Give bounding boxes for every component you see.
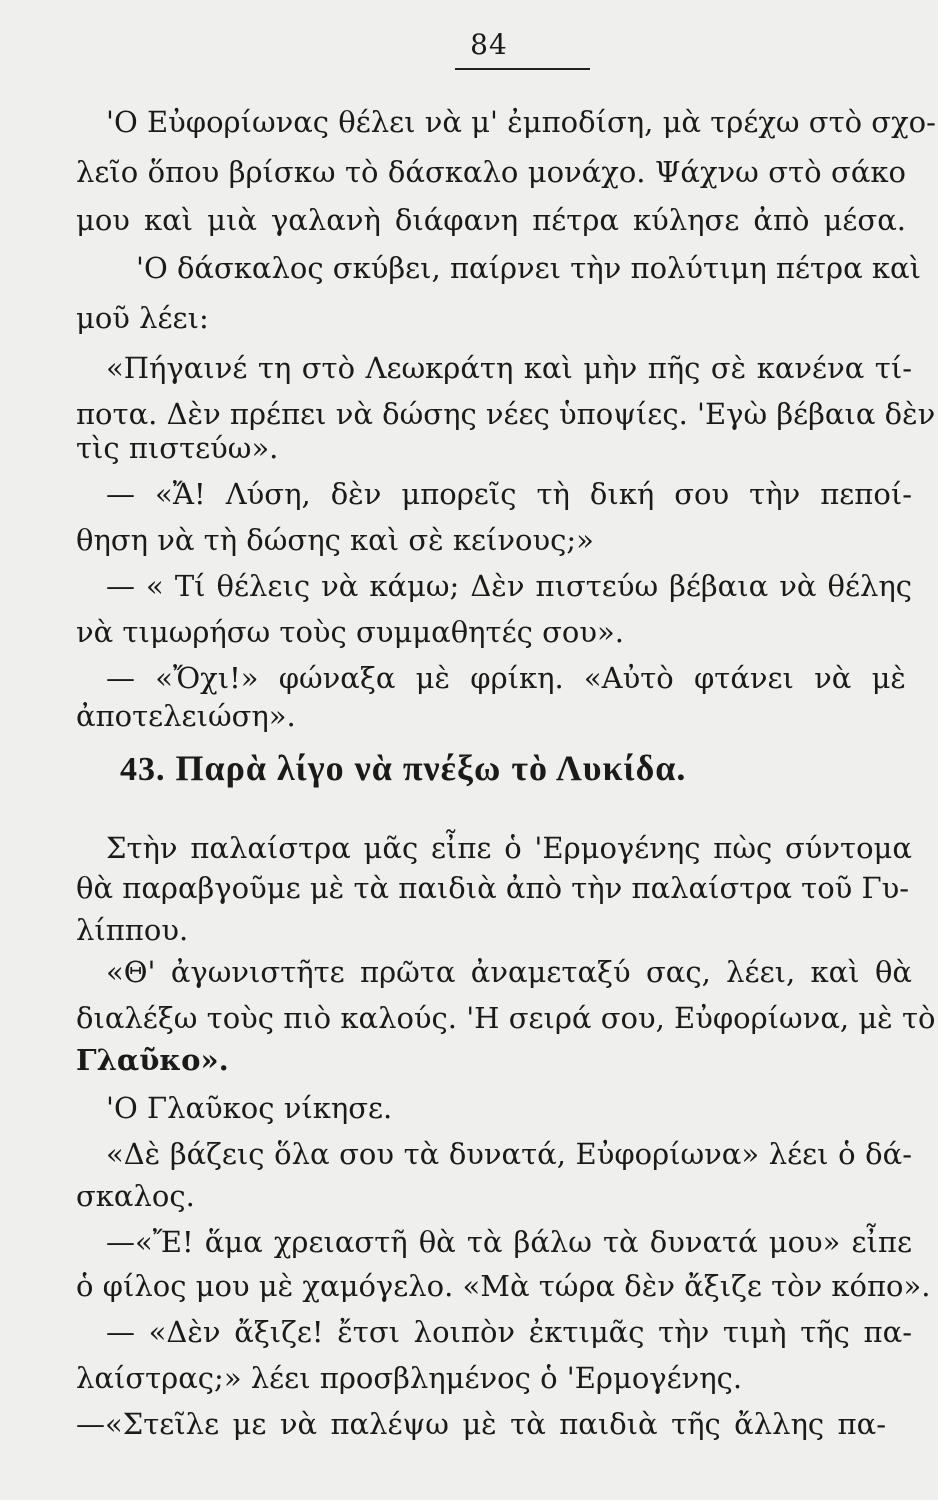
header-rule — [455, 68, 590, 70]
text-line: — « Τί θέλεις νὰ κάμω; Δὲν πιστεύω βέβαια νὰ θέλης — [106, 569, 912, 603]
text-line: ποτα. Δὲν πρέπει νὰ δώσης νέες ὑποψίες. 'Εγὼ βέβαια δὲν — [76, 397, 936, 431]
section-title: Παρὰ λίγο νὰ πνέξω τὸ Λυκίδα. — [175, 748, 687, 788]
text-line: «Θ' ἀγωνιστῆτε πρῶτα ἀναμεταξύ σας, λέει, καὶ θὰ — [106, 955, 912, 989]
text-line: — «Ἄ! Λύση, δὲν μπορεῖς τὴ δική σου τὴν πεποί- — [106, 477, 912, 511]
text-line: μοῦ λέει: — [76, 301, 209, 335]
text-line: σκαλος. — [76, 1179, 195, 1213]
page-number: 84 — [470, 28, 508, 61]
text-line: 'Ο Εὐφορίωνας θέλει νὰ μ' ἐμποδίση, μὰ τρέχω στὸ σχο- — [106, 105, 936, 139]
text-line: λίππου. — [76, 913, 189, 947]
text-line: ὁ φίλος μου μὲ χαμόγελο. «Μὰ τώρα δὲν ἄξιζε τὸν κόπο». — [76, 1269, 931, 1303]
text-line: θὰ παραβγοῦμε μὲ τὰ παιδιὰ ἀπὸ τὴν παλαίστρα τοῦ Γυ- — [76, 871, 910, 905]
text-line: λεῖο ὅπου βρίσκω τὸ δάσκαλο μονάχο. Ψάχνω στὸ σάκο — [76, 155, 906, 189]
text-line: «Δὲ βάζεις ὅλα σου τὰ δυνατά, Εὐφορίωνα» λέει ὁ δά- — [106, 1137, 912, 1171]
text-line: Στὴν παλαίστρα μᾶς εἶπε ὁ 'Ερμογένης πὼς σύντομα — [106, 831, 912, 865]
text-line: λαίστρας;» λέει προσβλημένος ὁ 'Ερμογένης. — [76, 1361, 743, 1395]
text-line: μου καὶ μιὰ γαλανὴ διάφανη πέτρα κύλησε ἀπὸ μέσα. — [76, 203, 906, 237]
section-number: 43. — [120, 751, 166, 788]
text-line: νὰ τιμωρήσω τοὺς συμμαθητές σου». — [76, 615, 624, 649]
text-line: 'Ο Γλαῦκος νίκησε. — [106, 1091, 393, 1125]
text-line: —«Ἔ! ἅμα χρειαστῆ θὰ τὰ βάλω τὰ δυνατά μου» εἶπε — [106, 1225, 912, 1259]
text-line: Γλαῦκο». — [76, 1043, 229, 1077]
text-line: ἀποτελειώση». — [76, 699, 296, 733]
text-line: «Πήγαινέ τη στὸ Λεωκράτη καὶ μὴν πῆς σὲ κανένα τί- — [106, 351, 912, 385]
section-heading — [120, 748, 890, 790]
text-line: τὶς πιστεύω». — [76, 431, 279, 465]
text-line: —«Στεῖλε με νὰ παλέψω μὲ τὰ παιδιὰ τῆς ἄλλης πα- — [76, 1407, 886, 1441]
text-line: θηση νὰ τὴ δώσης καὶ σὲ κείνους;» — [76, 523, 594, 557]
text-line: — «Δὲν ἄξιζε! ἔτσι λοιπὸν ἐκτιμᾶς τὴν τιμὴ τῆς πα- — [106, 1315, 912, 1349]
text-line: διαλέξω τοὺς πιὸ καλούς. 'Η σειρά σου, Εὐφορίωνα, μὲ τὸ — [76, 1001, 936, 1035]
text-line: — «Ὄχι!» φώναξα μὲ φρίκη. «Αὐτὸ φτάνει νὰ μὲ — [106, 661, 906, 695]
text-line: 'Ο δάσκαλος σκύβει, παίρνει τὴν πολύτιμη πέτρα καὶ — [136, 251, 921, 285]
